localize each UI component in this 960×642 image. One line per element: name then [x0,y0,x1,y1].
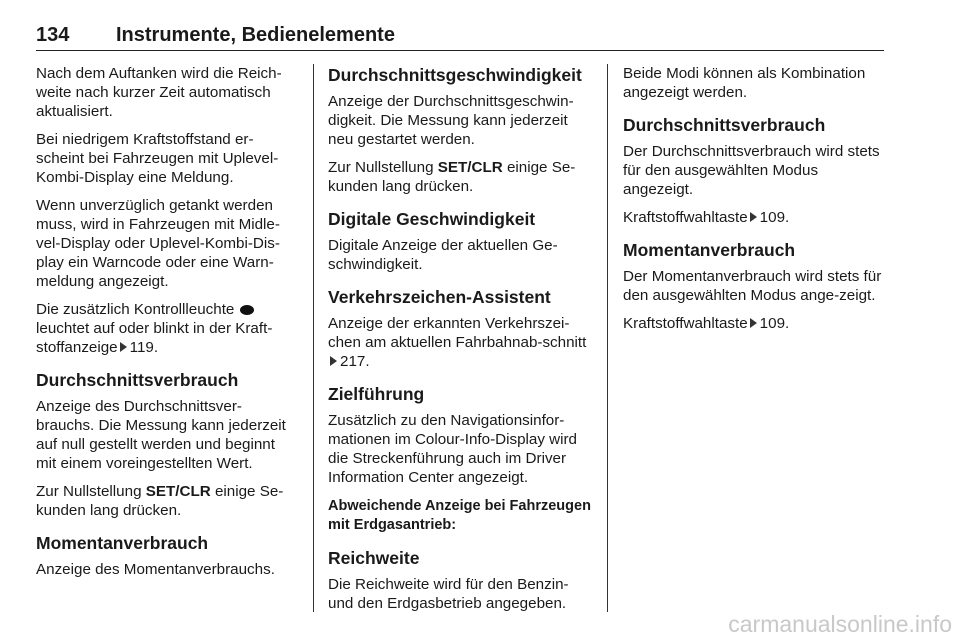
reset-suffix: einige Se-kunden lang drücken. [328,159,576,195]
paragraph-control-lamp [36,300,298,357]
fuel-key-page-ref[interactable]: 109. [759,209,790,226]
fuel-key-page-ref[interactable]: 109. [759,315,790,332]
page-reference-arrow-icon [750,318,757,328]
heading-traffic-sign-assistant: Verkehrszeichen-Assistent [328,287,551,307]
paragraph-fuel-key-ref-2 [623,314,885,333]
column-divider-1 [313,64,314,612]
paragraph-average-consumption-cng: Der Durchschnittsverbrauch wird stets für den ausgewählten Modus angezeigt. [623,143,880,198]
column-2 [328,64,596,622]
page-header [36,24,884,51]
column-divider-2 [607,64,608,612]
page-title: Instrumente, Bedienelemente [116,24,395,46]
heading-instant-consumption-cng: Momentanverbrauch [623,240,796,260]
paragraph-reset-consumption [36,482,298,520]
paragraph-traffic-sign [328,314,596,371]
paragraph-reset-speed [328,158,596,196]
paragraph-instant-consumption-cng: Der Momentanverbrauch wird stets für den ausgewählten Modus ange-zeigt. [623,268,882,304]
paragraph-average-speed: Anzeige der Durchschnittsgeschwin-digkeit. Die Messung kann jederzeit neu gestartet werden. [328,93,574,148]
heading-guidance: Zielführung [328,384,425,404]
reset-prefix: Zur Nullstellung [328,159,434,176]
page-reference-arrow-icon [330,356,337,366]
column-3 [623,64,885,342]
page-reference-arrow-icon [120,342,127,352]
traffic-sign-page-ref[interactable]: 217. [340,353,370,370]
fuel-key-text: Kraftstoffwahltaste [623,315,748,332]
paragraph-fuel-key-ref-1 [623,208,885,227]
set-clr-key: SET/CLR [437,159,503,176]
heading-average-consumption: Durchschnittsverbrauch [36,370,239,390]
watermark: carmanualsonline.info [728,611,952,637]
heading-instant-consumption: Momentanverbrauch [36,533,209,553]
heading-average-consumption-cng: Durchschnittsverbrauch [623,115,826,135]
fuel-control-lamp-icon [240,305,254,315]
paragraph-guidance: Zusätzlich zu den Navigationsinfor-mationen im Colour-Info-Display wird die Streckenführung auch im Driver Information Center angezeigt. [328,412,577,486]
lamp-page-ref[interactable]: 119. [129,339,159,356]
paragraph-warning-code: Wenn unverzüglich getankt werden muss, wird in Fahrzeugen mit Midle-vel-Display oder Uplevel-Kombi-Dis-play ein Warncode oder eine Warn-meldung angezeigt. [36,197,280,290]
paragraph-low-fuel: Bei niedrigem Kraftstoffstand er-scheint bei Fahrzeugen mit Uplevel-Kombi-Display eine Meldung. [36,131,279,186]
reset-suffix: einige Se-kunden lang drücken. [36,483,284,519]
paragraph-digital-speed: Digitale Anzeige der aktuellen Ge-schwindigkeit. [328,237,558,273]
set-clr-key: SET/CLR [145,483,211,500]
paragraph-instant-consumption: Anzeige des Momentanverbrauchs. [36,561,275,578]
page-reference-arrow-icon [750,212,757,222]
reset-prefix: Zur Nullstellung [36,483,142,500]
heading-range: Reichweite [328,548,420,568]
paragraph-range-update: Nach dem Auftanken wird die Reich-weite nach kurzer Zeit automatisch aktualisiert. [36,65,282,120]
traffic-sign-text: Anzeige der erkannten Verkehrszei-chen am aktuellen Fahrbahnab-schnitt [328,315,587,351]
paragraph-average-consumption: Anzeige des Durchschnittsver-brauchs. Die Messung kann jederzeit auf null gestellt werden und beginnt mit einem voreingestellten Wert. [36,398,286,472]
lamp-text-a: Die zusätzlich Kontrollleuchte [36,301,235,318]
page-number: 134 [36,24,70,46]
lamp-text-b: leuchtet auf oder blinkt in der Kraft-stoffanzeige [36,320,273,356]
column-1 [36,64,298,588]
paragraph-range: Die Reichweite wird für den Benzin- und den Erdgasbetrieb angegeben. [328,576,569,612]
fuel-key-text: Kraftstoffwahltaste [623,209,748,226]
paragraph-combination: Beide Modi können als Kombination angezeigt werden. [623,65,866,101]
heading-cng-vehicles: Abweichende Anzeige bei Fahrzeugen mit Erdgasantrieb: [328,498,591,533]
heading-digital-speed: Digitale Geschwindigkeit [328,209,536,229]
heading-average-speed: Durchschnittsgeschwindigkeit [328,65,582,85]
